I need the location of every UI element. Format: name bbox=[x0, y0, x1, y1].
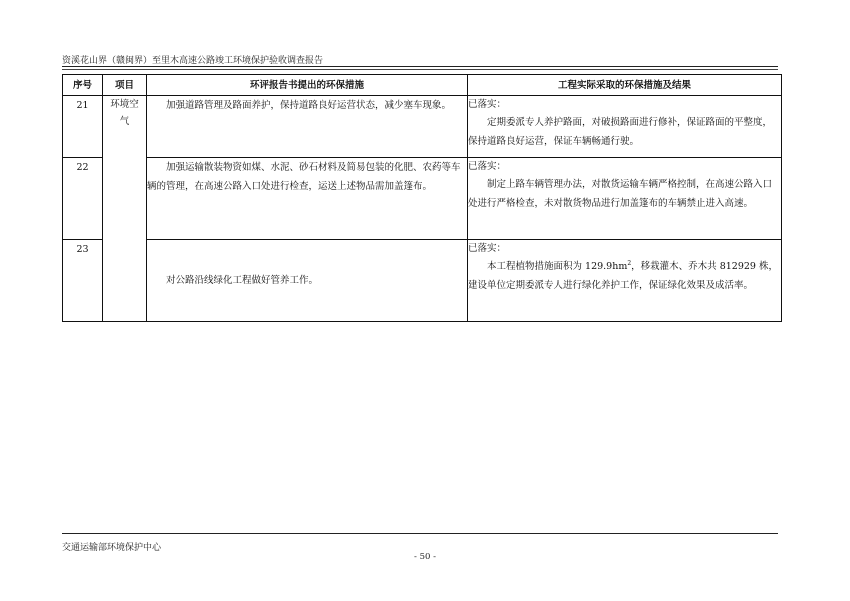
row-seq: 22 bbox=[63, 158, 103, 240]
table-header-row bbox=[63, 75, 782, 96]
requirement-text: 加强运输散装物资如煤、水泥、砂石材料及简易包装的化肥、农药等车辆的管理，在高速公路入口处进行检查，运送上述物品需加盖篷布。 bbox=[147, 162, 461, 192]
table-row bbox=[63, 158, 782, 240]
area-unit-superscript: 2 bbox=[627, 259, 632, 267]
status-label: 已落实： bbox=[468, 243, 507, 254]
footer-rule bbox=[62, 533, 778, 534]
action-cell bbox=[468, 158, 782, 240]
column-header-requirement: 环评报告书提出的环保措施 bbox=[147, 75, 468, 96]
status-label: 已落实： bbox=[468, 161, 507, 172]
row-seq: 23 bbox=[63, 240, 103, 322]
requirement-cell bbox=[147, 240, 468, 322]
table-row bbox=[63, 240, 782, 322]
action-cell bbox=[468, 96, 782, 158]
measures-table bbox=[62, 74, 782, 322]
action-cell bbox=[468, 240, 782, 322]
table-row bbox=[63, 96, 782, 158]
action-text bbox=[468, 257, 781, 295]
action-text: 定期委派专人养护路面，对破损路面进行修补，保证路面的平整度，保持道路良好运营，保证车辆畅通行驶。 bbox=[468, 117, 773, 147]
requirement-text: 对公路沿线绿化工程做好管养工作。 bbox=[166, 275, 319, 286]
header-rule bbox=[62, 66, 778, 67]
requirement-cell bbox=[147, 158, 468, 240]
requirement-cell bbox=[147, 96, 468, 158]
status-label: 已落实： bbox=[468, 99, 507, 110]
row-seq: 21 bbox=[63, 96, 103, 158]
action-text-part: 本工程植物措施面积为 129.9hm bbox=[487, 261, 628, 272]
page-number: - 50 - bbox=[414, 552, 436, 562]
running-header-title: 资溪花山界（赣闽界）至里木高速公路竣工环境保护验收调查报告 bbox=[62, 56, 324, 66]
column-header-action: 工程实际采取的环保措施及结果 bbox=[468, 75, 782, 96]
footer-organization: 交通运输部环境保护中心 bbox=[62, 543, 162, 553]
column-header-category: 项目 bbox=[103, 75, 147, 96]
action-text-part: ，移栽灌木、乔木共 812929 株，建设单位定期委派专人进行绿化养护工作，保证绿化效果及成活率。 bbox=[468, 261, 778, 291]
column-header-seq: 序号 bbox=[63, 75, 103, 96]
action-text: 制定上路车辆管理办法，对散货运输车辆严格控制，在高速公路入口处进行严格检查，未对散货物品进行加盖篷布的车辆禁止进入高速。 bbox=[468, 179, 773, 209]
category-cell bbox=[103, 96, 147, 322]
category-label: 环境空气 bbox=[110, 99, 139, 127]
header-rule-thin bbox=[62, 69, 778, 70]
requirement-text: 加强道路管理及路面养护，保持道路良好运营状态，减少塞车现象。 bbox=[166, 100, 452, 111]
